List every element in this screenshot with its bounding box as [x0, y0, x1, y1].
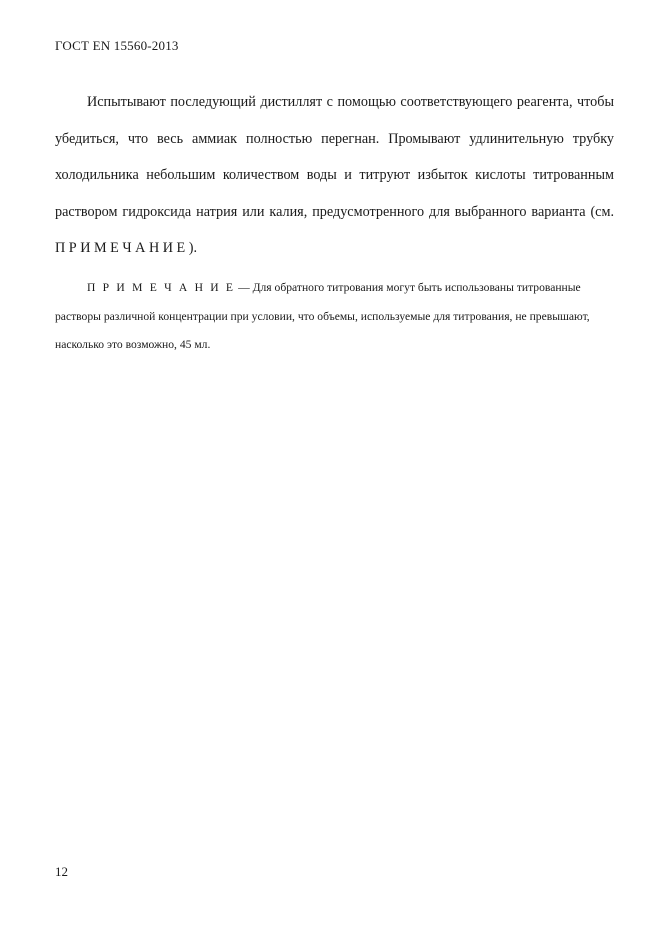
page-number: 12 — [55, 864, 68, 879]
note-block — [55, 274, 614, 360]
note-dash: — — [235, 281, 253, 294]
note-text: Для обратного титрования могут быть использованы титрованные растворы различной концентрации при условии, что объемы, используемые для титрования, не превышают, насколько это возможно, 45 мл. — [55, 281, 590, 351]
main-paragraph: Испытывают последующий дистиллят с помощью соответствующего реагента, чтобы убедиться, что весь аммиак полностью перегнан. Промывают удлинительную трубку холодильника небольшим количеством воды и титруют избыток кислоты титрованным раствором гидроксида натрия или калия, предусмотренного для выбранного варианта (см. П Р И М Е Ч А Н И Е ). — [55, 94, 614, 256]
note-label: П Р И М Е Ч А Н И Е — [87, 281, 236, 294]
document-header: ГОСТ EN 15560-2013 — [55, 38, 179, 53]
